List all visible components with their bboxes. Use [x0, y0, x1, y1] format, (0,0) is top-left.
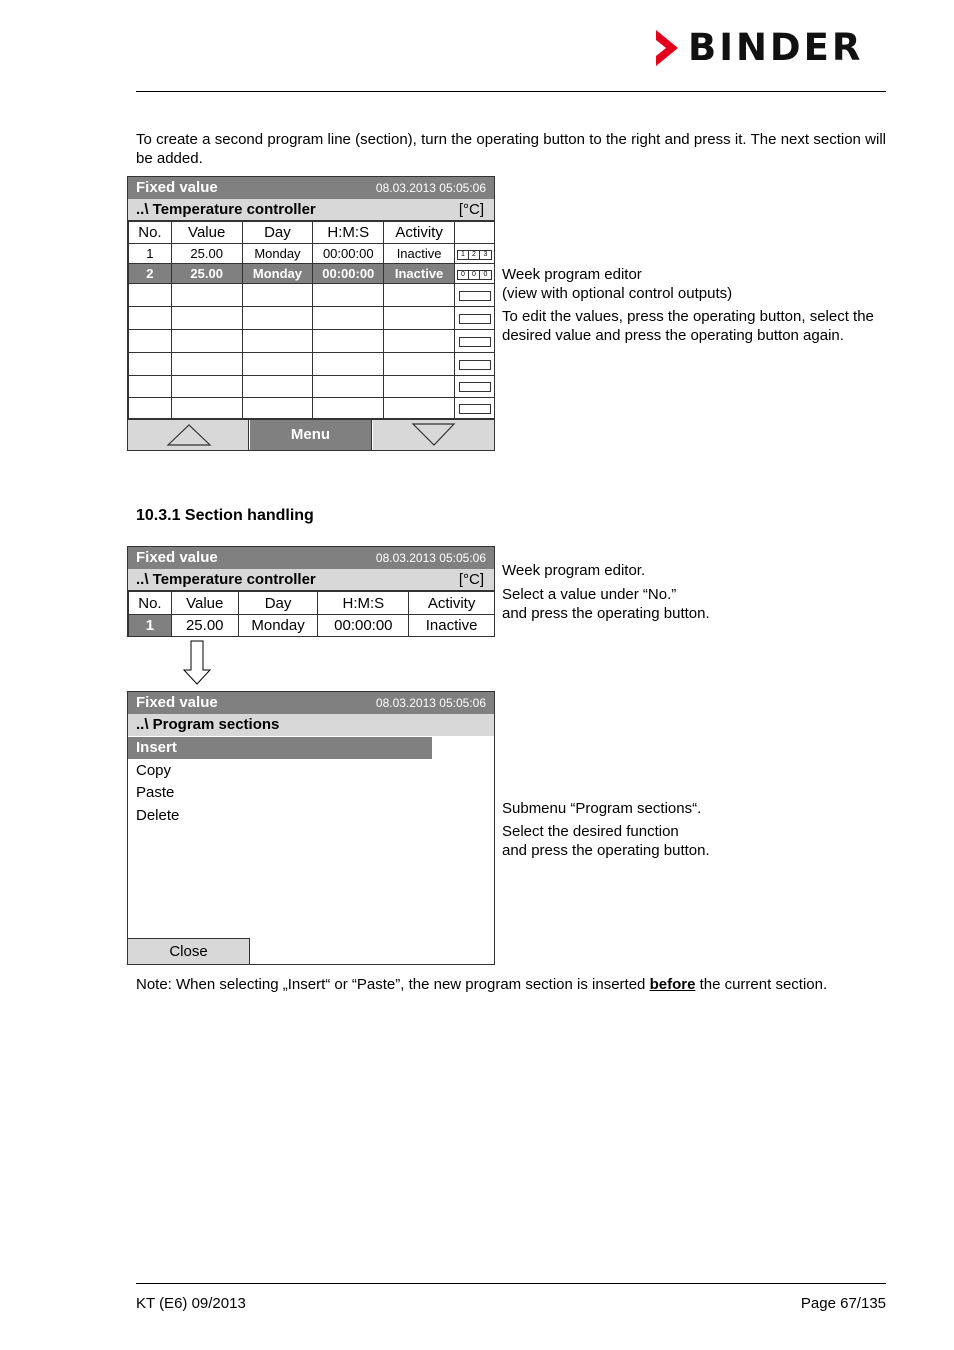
desc1-line2: (view with optional control outputs)	[502, 285, 733, 302]
button-row	[128, 419, 494, 450]
desc2-line2: Select a value under “No.”	[502, 586, 677, 603]
cell-hms[interactable]: 00:00:00	[318, 615, 409, 637]
screen-datetime: 08.03.2013 05:05:06	[375, 551, 486, 565]
unit-label: [°C]	[458, 571, 484, 588]
intro-text: To create a second program line (section), turn the operating button to the right and press it. The next section will be added.	[136, 131, 886, 167]
col-header-activity: Activity	[409, 592, 495, 615]
menu-item-paste[interactable]: Paste	[136, 784, 175, 801]
program-table	[128, 221, 495, 419]
outputs-box	[459, 314, 491, 324]
footer-rule	[136, 1283, 886, 1284]
title-bar	[128, 177, 494, 199]
footer-page-number: Page 67/135	[800, 1295, 886, 1312]
col-header-value: Value	[171, 222, 242, 244]
screen-title: Fixed value	[136, 179, 218, 196]
description-3	[502, 799, 887, 860]
sub-bar	[128, 569, 494, 591]
menu-button[interactable]: Menu	[250, 420, 372, 450]
screen-subtitle: ..\ Program sections	[136, 716, 280, 733]
description-1	[502, 265, 887, 345]
arrow-down-icon	[182, 640, 212, 686]
empty-row	[129, 353, 495, 376]
cell-activity[interactable]: Inactive	[384, 264, 455, 284]
outputs-box	[459, 404, 491, 414]
empty-row	[129, 284, 495, 307]
cell-outputs[interactable]	[455, 244, 495, 264]
cell-value[interactable]: 25.00	[171, 244, 242, 264]
screen-subtitle: ..\ Temperature controller	[136, 201, 316, 218]
sub-bar	[128, 199, 494, 221]
screen-title: Fixed value	[136, 549, 218, 566]
empty-row	[129, 307, 495, 330]
col-header-outputs	[455, 222, 495, 244]
triangle-down-icon	[373, 420, 494, 450]
note-suffix: the current section.	[695, 976, 828, 993]
footer-doc-id: KT (E6) 09/2013	[136, 1295, 246, 1312]
title-bar	[128, 692, 494, 714]
desc2-line3: and press the operating button.	[502, 605, 710, 622]
cell-hms[interactable]: 00:00:00	[313, 244, 384, 264]
outputs-box	[459, 360, 491, 370]
col-header-value: Value	[171, 592, 238, 615]
col-header-hms: H:M:S	[313, 222, 384, 244]
desc1-line1: Week program editor	[502, 266, 642, 283]
cell-value[interactable]: 25.00	[171, 615, 238, 637]
header-rule	[136, 91, 886, 92]
week-program-screen	[127, 176, 495, 451]
screen-datetime: 08.03.2013 05:05:06	[375, 181, 486, 195]
col-header-day: Day	[238, 592, 318, 615]
cell-no[interactable]: 2	[129, 264, 172, 284]
output-1: 1	[458, 251, 469, 259]
close-button[interactable]: Close	[128, 938, 250, 964]
menu-item-copy[interactable]: Copy	[136, 762, 172, 779]
title-bar	[128, 547, 494, 569]
screen-subtitle: ..\ Temperature controller	[136, 571, 316, 588]
desc1-line3: To edit the values, press the operating button, select the desired value and press the operating button again.	[502, 308, 874, 344]
table-header-row	[129, 592, 495, 615]
empty-row	[129, 330, 495, 353]
screen-title: Fixed value	[136, 694, 218, 711]
empty-row	[129, 398, 495, 419]
col-header-hms: H:M:S	[318, 592, 409, 615]
cell-activity[interactable]: Inactive	[384, 244, 455, 264]
note-prefix: Note: When selecting „Insert“ or “Paste”, the new program section is inserted	[136, 976, 650, 993]
output-3: 0	[483, 270, 488, 278]
col-header-day: Day	[242, 222, 313, 244]
desc2-line1: Week program editor.	[502, 562, 646, 579]
cell-no[interactable]: 1	[129, 244, 172, 264]
binder-logo	[654, 28, 888, 68]
program-sections-screen	[127, 691, 495, 965]
col-header-no: No.	[129, 222, 172, 244]
desc3-line3: and press the operating button.	[502, 842, 710, 859]
output-2: 0	[469, 271, 480, 279]
col-header-no: No.	[129, 592, 172, 615]
cell-day[interactable]: Monday	[238, 615, 318, 637]
control-outputs	[457, 250, 492, 260]
col-header-activity: Activity	[384, 222, 455, 244]
menu-item-delete[interactable]: Delete	[136, 807, 180, 824]
output-3: 3	[483, 250, 488, 258]
sub-bar	[128, 714, 494, 736]
outputs-box	[459, 382, 491, 392]
program-table	[128, 591, 495, 637]
table-row[interactable]	[129, 615, 495, 637]
cell-value[interactable]: 25.00	[171, 264, 242, 284]
cell-day[interactable]: Monday	[242, 244, 313, 264]
logo-text: BINDER	[688, 26, 864, 69]
description-2	[502, 561, 887, 623]
note-emphasis: before	[649, 976, 696, 993]
unit-label: [°C]	[458, 201, 484, 218]
cell-no-selected[interactable]: 1	[129, 615, 172, 637]
control-outputs	[457, 270, 492, 280]
table-header-row	[129, 222, 495, 244]
week-program-screen-2	[127, 546, 495, 637]
cell-day[interactable]: Monday	[242, 264, 313, 284]
triangle-up-icon	[128, 420, 249, 450]
logo-chevron-icon	[654, 28, 684, 68]
output-2: 2	[469, 251, 480, 259]
menu-item-insert[interactable]: Insert	[128, 737, 432, 759]
outputs-box	[459, 291, 491, 301]
scroll-up-button[interactable]	[128, 420, 249, 450]
screen-datetime: 08.03.2013 05:05:06	[375, 696, 486, 710]
table-row[interactable]	[129, 244, 495, 264]
desc3-line2: Select the desired function	[502, 823, 679, 840]
desc3-line1: Submenu “Program sections“.	[502, 800, 702, 817]
empty-row	[129, 376, 495, 398]
table-row-selected[interactable]	[129, 264, 495, 284]
scroll-down-button[interactable]	[373, 420, 494, 450]
cell-activity[interactable]: Inactive	[409, 615, 495, 637]
note-text	[136, 975, 896, 994]
cell-outputs[interactable]	[455, 264, 495, 284]
cell-hms[interactable]: 00:00:00	[313, 264, 384, 284]
section-heading: 10.3.1 Section handling	[136, 507, 314, 524]
output-1: 0	[458, 271, 469, 279]
outputs-box	[459, 337, 491, 347]
